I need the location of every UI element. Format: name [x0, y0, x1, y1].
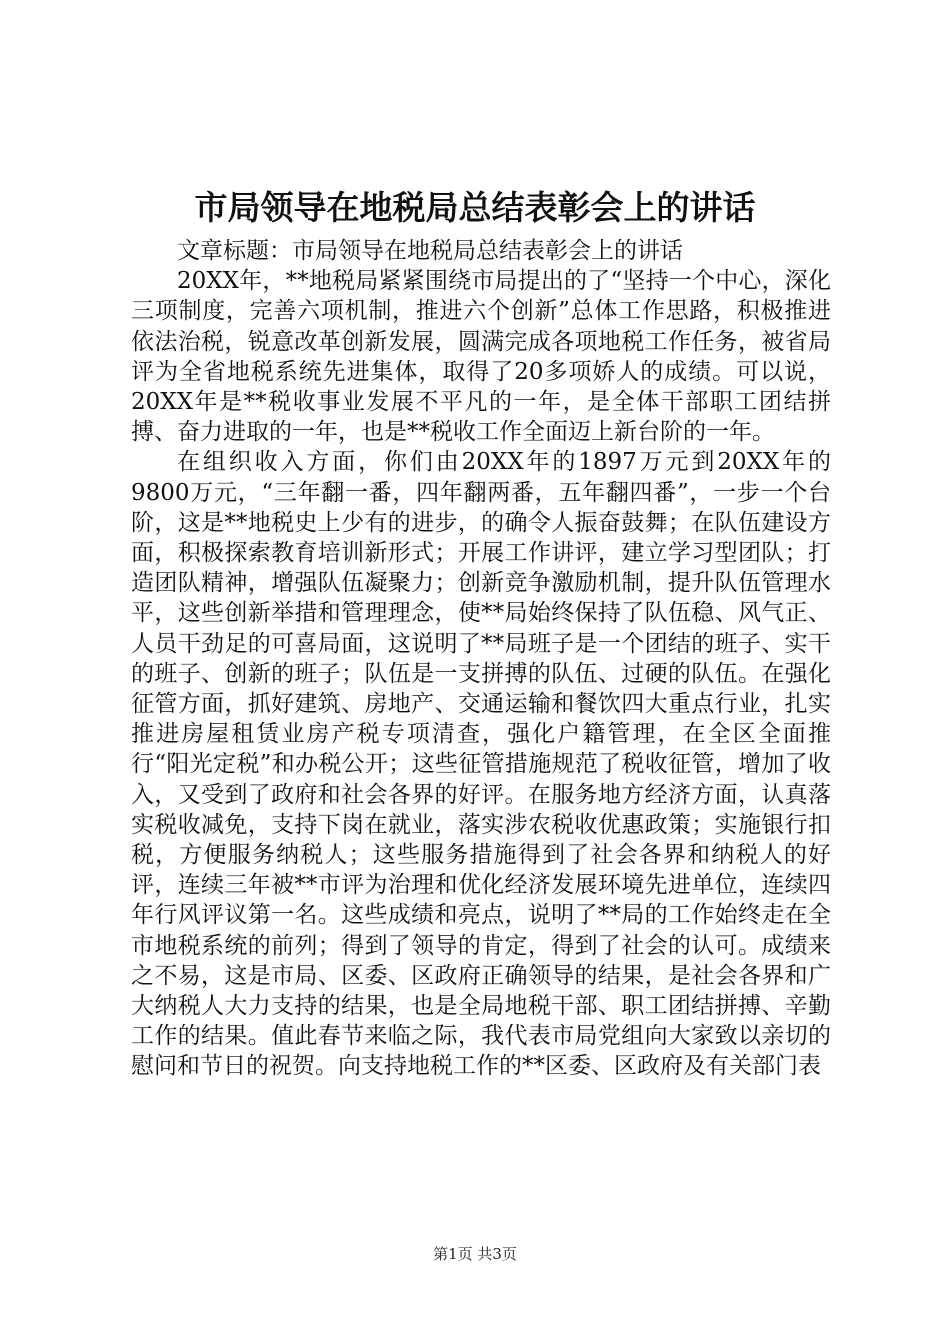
paragraph-achievements: 在组织收入方面，你们由20XX年的1897万元到20XX年的9800万元，“三年翻一番，四年翻两番，五年翻四番”，一步一个台阶，这是**地税史上少有的进步，的确令人振奋鼓舞；在队伍建设方面，积极探索教育培训新形式；开展工作讲评，建立学习型团队；打造团队精神，增强队伍凝聚力；创新竞争激励机制，提升队伍管理水平，这些创新举措和管理理念，使**局始终保持了队伍稳、风气正、人员干劲足的可喜局面，这说明了**局班子是一个团结的班子、实干的班子、创新的班子；队伍是一支拼搏的队伍、过硬的队伍。在强化征管方面，抓好建筑、房地产、交通运输和餐饮四大重点行业，扎实推进房屋租赁业房产税专项清查，强化户籍管理，在全区全面推行“阳光定税”和办税公开；这些征管措施规范了税收征管，增加了收入，又受到了政府和社会各界的好评。在服务地方经济方面，认真落实税收减免，支持下岗在就业，落实涉农税收优惠政策；实施银行扣税，方便服务纳税人；这些服务措施得到了社会各界和纳税人的好评，连续三年被**市评为治理和优化经济发展环境先进单位，连续四年行风评议第一名。这些成绩和亮点，说明了**局的工作始终走在全市地税系统的前列；得到了领导的肯定，得到了社会的认可。成绩来之不易，这是市局、区委、区政府正确领导的结果，是社会各界和广大纳税人大力支持的结果，也是全局地税干部、职工团结拼搏、辛勤工作的结果。值此春节来临之际，我代表市局党组向大家致以亲切的慰问和节日的祝贺。向支持地税工作的**区委、区政府及有关部门表 — [131, 449, 831, 1080]
page-number-footer: 第1页 共3页 — [433, 1245, 517, 1263]
document-body — [131, 236, 831, 1082]
paragraph-intro: 20XX年，**地税局紧紧围绕市局提出的了“坚持一个中心，深化三项制度，完善六项机制，推进六个创新”总体工作思路，积极推进依法治税，锐意改革创新发展，圆满完成各项地税工作任务，被省局评为全省地税系统先进集体，取得了20多项娇人的成绩。可以说，20XX年是**税收事业发展不平凡的一年，是全体干部职工团结拼搏、奋力进取的一年，也是**税收工作全面迈上新台阶的一年。 — [131, 268, 831, 446]
paragraph-article-title: 文章标题：市局领导在地税局总结表彰会上的讲话 — [177, 238, 683, 264]
document-title: 市局领导在地税局总结表彰会上的讲话 — [194, 188, 756, 227]
